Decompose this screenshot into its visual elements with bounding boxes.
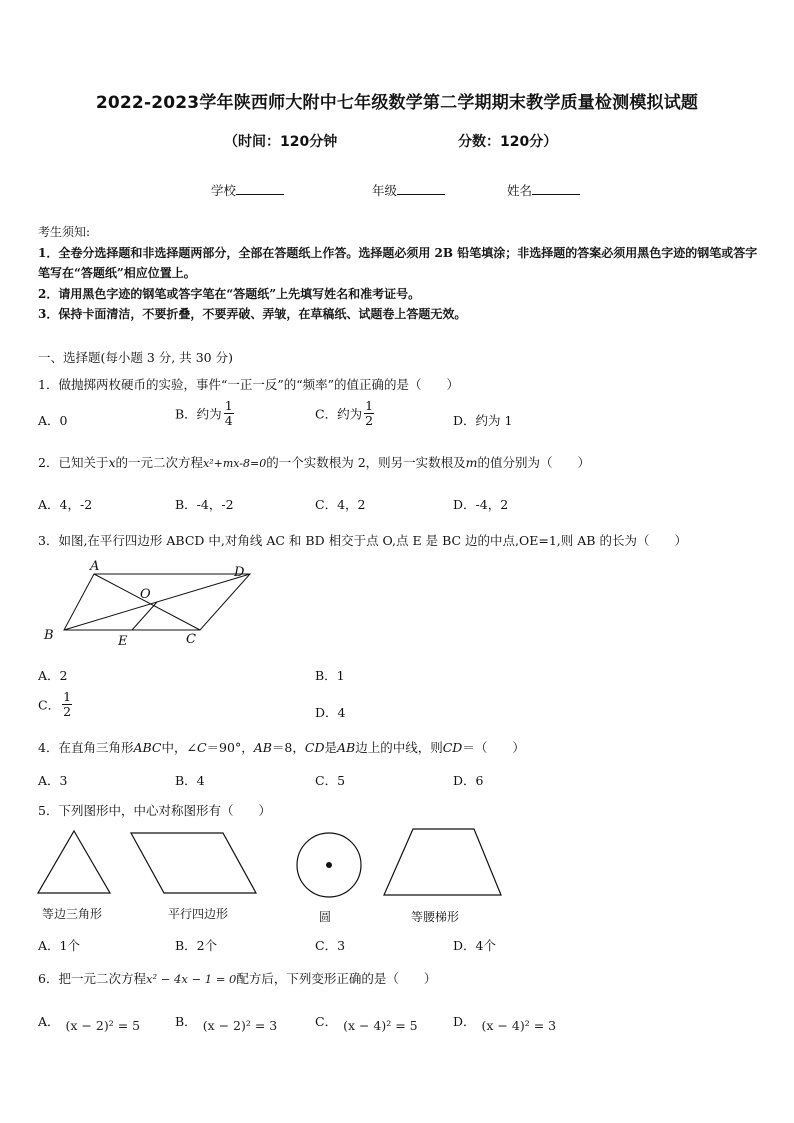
q3-option-a: A．2 <box>38 668 68 683</box>
school-field <box>211 181 284 199</box>
parallelogram-shape <box>131 833 256 893</box>
q6-option-a <box>38 1012 141 1033</box>
grade-label: 年级 <box>372 183 398 198</box>
label-c: C <box>186 632 196 647</box>
q1-option-c <box>315 399 374 428</box>
isosceles-trapezoid-shape <box>384 829 501 895</box>
q1-b-denominator: 4 <box>224 413 233 428</box>
note-item-1: 1．全卷分选择题和非选择题两部分，全部在答题纸上作答。选择题必须用 2B 铅笔填涂；非选择题的答案必须用黑色字迹的钢笔或答字笔写在“答题纸”相应位置上。 <box>38 245 758 280</box>
q6-a-label: A． <box>38 1014 60 1029</box>
q5-stem: 5．下列图形中，中心对称图形有（ ） <box>38 803 271 818</box>
label-d: D <box>234 565 245 580</box>
exam-notes <box>38 222 758 325</box>
q5-option-a: A．1个 <box>38 938 80 953</box>
q1-option-b-prefix: B．约为 <box>175 406 222 422</box>
q5-option-b: B．2个 <box>175 938 218 953</box>
q6-d-expression: (x − 4)² = 3 <box>481 1018 557 1033</box>
q3-stem: 3．如图,在平行四边形 ABCD 中,对角线 AC 和 BD 相交于点 O,点 E 是 BC 边的中点,OE=1,则 AB 的长为（ ） <box>38 533 687 548</box>
label-a: A <box>90 560 100 574</box>
q6-option-c <box>315 1012 418 1033</box>
notes-heading: 考生须知: <box>38 225 91 239</box>
q6-d-label: D． <box>453 1014 476 1029</box>
q2-option-b: B．-4，-2 <box>175 497 234 512</box>
q4-option-a: A．3 <box>38 773 68 788</box>
q4-stem-part: 4．在直角三角形 <box>38 740 134 755</box>
name-field <box>507 181 580 199</box>
q1-option-b <box>175 399 234 428</box>
school-label: 学校 <box>211 183 237 198</box>
q4-stem-part: ＝90°， <box>206 740 254 755</box>
q6-stem <box>38 969 436 987</box>
q6-b-label: B． <box>175 1014 197 1029</box>
q6-equation: x² − 4x − 1 = 0 <box>145 972 237 986</box>
equilateral-triangle-shape <box>38 831 110 893</box>
q2-stem-part: 的值分别为（ ） <box>477 455 591 470</box>
q3-option-c-prefix: C． <box>38 697 61 713</box>
q2-stem-part: 的一元二次方程 <box>115 455 204 470</box>
exam-time: （时间：120分钟 <box>224 134 338 150</box>
note-item-2: 2．请用黑色字迹的钢笔或答字笔在“答题纸”上先填写姓名和准考证号。 <box>38 286 421 301</box>
shape-label-parallelogram: 平行四边形 <box>168 907 229 921</box>
q5-option-d: D．4个 <box>453 938 496 953</box>
section-title: 一、选择题(每小题 3 分, 共 30 分) <box>38 350 233 365</box>
q6-option-b <box>175 1012 278 1033</box>
q6-c-label: C． <box>315 1014 338 1029</box>
q4-var: CD <box>304 740 325 755</box>
q6-option-d <box>453 1012 557 1033</box>
q2-option-d: D．-4，2 <box>453 497 509 512</box>
q1-c-numerator: 1 <box>365 398 374 413</box>
q4-stem-part: 是 <box>324 740 337 755</box>
q4-var: AB <box>253 740 272 755</box>
q6-c-expression: (x − 4)² = 5 <box>343 1018 418 1033</box>
name-blank <box>532 182 580 195</box>
shape-label-triangle: 等边三角形 <box>42 907 103 921</box>
circle-center-dot <box>326 862 332 868</box>
q4-option-b: B．4 <box>175 773 205 788</box>
q2-var-x: x <box>108 455 116 470</box>
q1-option-a: A．0 <box>38 413 68 428</box>
exam-title: 2022-2023学年陕西师大附中七年级数学第二学期期末教学质量检测模拟试题 <box>95 93 699 113</box>
name-label: 姓名 <box>507 183 533 198</box>
q3-c-numerator: 1 <box>63 689 72 704</box>
parallelogram-figure <box>38 560 268 655</box>
q3-option-c-fraction <box>62 690 72 719</box>
q5-option-c: C．3 <box>315 938 346 953</box>
q1-option-c-prefix: C．约为 <box>315 406 363 422</box>
q2-option-c: C．4，2 <box>315 497 366 512</box>
q4-option-c: C．5 <box>315 773 346 788</box>
q1-option-c-fraction <box>364 399 374 428</box>
q3-c-denominator: 2 <box>63 704 72 719</box>
q4-stem-part: 边上的中线，则 <box>355 740 443 755</box>
q1-c-denominator: 2 <box>365 413 374 428</box>
note-item-3: 3．保持卡面清洁，不要折叠，不要弄破、弄皱，在草稿纸、试题卷上答题无效。 <box>38 307 467 321</box>
q2-equation: x²+mx-8=0 <box>203 457 267 470</box>
q6-a-expression: (x − 2)² = 5 <box>65 1018 141 1033</box>
q4-stem <box>38 738 525 756</box>
q1-option-b-fraction <box>224 399 234 428</box>
diagonal-ac <box>94 574 200 630</box>
shape-label-trapezoid: 等腰梯形 <box>411 910 460 924</box>
q3-option-b: B．1 <box>315 668 345 683</box>
q4-var: C <box>196 740 207 755</box>
q4-stem-part: ＝（ ） <box>462 740 525 755</box>
q2-var-m: m <box>465 455 478 470</box>
q3-option-d: D．4 <box>315 705 346 720</box>
q1-option-d: D．约为 1 <box>453 413 513 428</box>
shape-label-circle: 圆 <box>319 910 332 924</box>
q2-stem <box>38 453 590 471</box>
q6-stem-part: 6．把一元二次方程 <box>38 971 146 986</box>
q4-var: CD <box>442 740 463 755</box>
q4-option-d: D．6 <box>453 773 484 788</box>
q3-option-c <box>38 690 72 719</box>
q1-b-numerator: 1 <box>224 398 233 413</box>
exam-score: 分数：120分） <box>458 134 558 150</box>
grade-blank <box>397 182 445 195</box>
label-e: E <box>118 634 128 649</box>
q4-var: AB <box>336 740 356 755</box>
q4-var: ABC <box>133 740 162 755</box>
q2-stem-part: 的一个实数根为 2，则另一实数根及 <box>266 455 466 470</box>
q4-stem-part: ＝8， <box>271 740 305 755</box>
label-o: O <box>140 587 151 602</box>
q2-option-a: A．4，-2 <box>38 497 93 512</box>
school-blank <box>236 182 284 195</box>
grade-field <box>372 181 445 199</box>
q1-stem: 1．做抛掷两枚硬币的实验，事件“一正一反”的“频率”的值正确的是（ ） <box>38 377 460 392</box>
q6-b-expression: (x − 2)² = 3 <box>202 1018 278 1033</box>
label-b: B <box>44 628 54 643</box>
q2-stem-part: 2．已知关于 <box>38 455 109 470</box>
q4-stem-part: 中，∠ <box>161 740 197 755</box>
q6-stem-part: 配方后，下列变形正确的是（ ） <box>236 971 437 986</box>
q5-shapes <box>36 825 516 900</box>
